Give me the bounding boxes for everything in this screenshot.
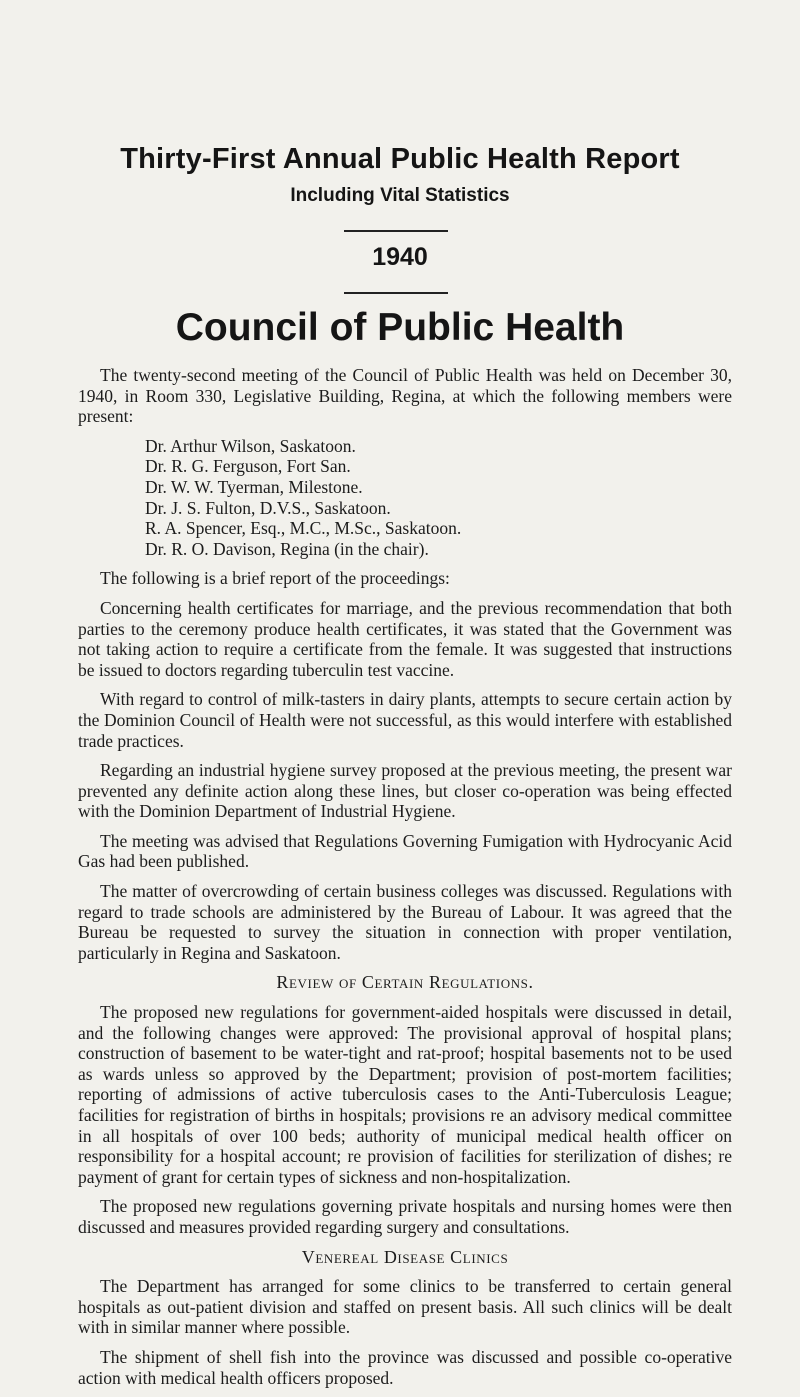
report-title: Thirty-First Annual Public Health Report xyxy=(120,143,680,175)
paragraph-industrial-hygiene: Regarding an industrial hygiene survey proposed at the previous meeting, the present war prevented any definite action along these lines, but closer co-operation was being effected with the Dominion Department of Industrial Hygiene. xyxy=(78,760,732,822)
paragraph-milk-tasters: With regard to control of milk-tasters in dairy plants, attempts to secure certain action by the Dominion Council of Health were not successful, as this would interfere with established trade practices. xyxy=(78,689,732,751)
member-item: Dr. R. O. Davison, Regina (in the chair). xyxy=(145,538,429,559)
member-item: Dr. Arthur Wilson, Saskatoon. xyxy=(145,435,356,456)
member-item: R. A. Spencer, Esq., M.C., M.Sc., Saskatoon. xyxy=(145,518,462,539)
paragraph-clinics: The Department has arranged for some clinics to be transferred to certain general hospitals as out-patient division and staffed on present basis. All such clinics will be dealt with in similar manner where possible. xyxy=(78,1276,732,1338)
intro-paragraph: The twenty-second meeting of the Council of Public Health was held on December 30, 1940, in Room 330, Legislative Building, Regina, at which the following members were present: xyxy=(78,365,732,427)
paragraph-private-hospitals: The proposed new regulations governing private hospitals and nursing homes were then discussed and measures provided regarding surgery and consultations. xyxy=(78,1196,732,1237)
report-subtitle: Including Vital Statistics xyxy=(290,185,510,206)
members-list xyxy=(145,436,732,560)
body-text xyxy=(78,365,732,1397)
member-item: Dr. J. S. Fulton, D.V.S., Saskatoon. xyxy=(145,497,391,518)
heading-venereal-clinics: Venereal Disease Clinics xyxy=(301,1246,509,1267)
section-title: Council of Public Health xyxy=(175,306,625,349)
paragraph-government-hospitals: The proposed new regulations for government-aided hospitals were discussed in detail, and the following changes were approved: The provisional approval of hospital plans; construction of basement to be water-tight and rat-proof; hospital basements not to be used as wards unless so approved by the Department; provision of post-mortem facilities; reporting of admissions of active tuberculosis cases to the Anti-Tuberculosis League; facilities for registration of births in hospitals; provisions re an advisory medical committee in all hospitals of over 100 beds; authority of municipal medical health officer on responsibility for a hospital account; re provision of facilities for sterilization of dishes; re payment of grant for certain types of sickness and non-hospitalization. xyxy=(78,1002,732,1187)
paragraph-fumigation: The meeting was advised that Regulations Governing Fumigation with Hydrocyanic Acid Gas had been published. xyxy=(78,830,732,872)
divider-top xyxy=(344,230,448,232)
divider-bottom xyxy=(344,292,448,294)
paragraph-shell-fish: The shipment of shell fish into the province was discussed and possible co-operative action with medical health officers proposed. xyxy=(78,1346,732,1388)
paragraph-business-colleges: The matter of overcrowding of certain business colleges was discussed. Regulations with regard to trade schools are administered by the Bureau of Labour. It was agreed that the Bureau be requested to survey the situation in connection with proper ventilation, particularly in Regina and Saskatoon. xyxy=(78,881,732,963)
member-item: Dr. R. G. Ferguson, Fort San. xyxy=(145,456,351,477)
report-year: 1940 xyxy=(372,243,428,271)
paragraph-health-certificates: Concerning health certificates for marriage, and the previous recommendation that both parties to the ceremony produce health certificates, it was stated that the Government was not taking action to require a certificate from the female. It was suggested that instructions be issued to doctors regarding tuberculin test vaccine. xyxy=(78,597,732,680)
paragraph-proceedings: The following is a brief report of the proceedings: xyxy=(100,568,450,589)
member-item: Dr. W. W. Tyerman, Milestone. xyxy=(145,476,363,497)
heading-review-regulations: Review of Certain Regulations. xyxy=(276,972,534,993)
